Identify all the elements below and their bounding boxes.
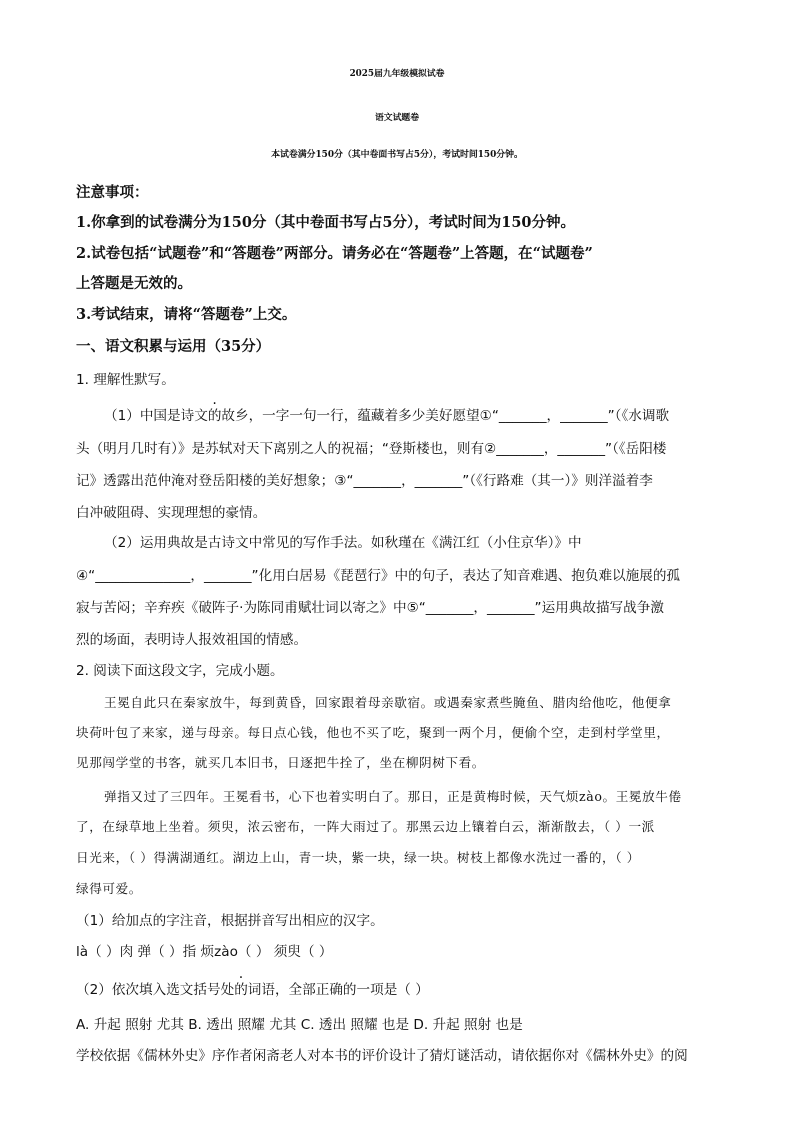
- passage-line: 绿得可爱。: [76, 881, 142, 896]
- score-note: 本试卷满分150分（其中卷面书写占5分），考试时间150分钟。: [271, 150, 523, 160]
- q1p2-line-2: ④“______________，_______”化用白居易《琵琶行》中的句子，表达了知音难遇、抱负难以施展的孤: [76, 568, 681, 584]
- question-2-part-2: [76, 978, 429, 998]
- passage-line: 了，在绿草地上坐着。须臾，浓云密布，一阵大雨过了。那黑云边上镶着白云，渐渐散去，（ ）一派: [76, 819, 655, 834]
- q1p1-line-2: 头（明月几时有）》是苏轼对天下离别之人的祝福；“登斯楼也，则有②_______，_______”（《岳阳楼: [76, 441, 667, 457]
- passage-line: 见那闯学堂的书客，就买几本旧书，日逐把牛拴了，坐在柳阴树下看。: [76, 755, 486, 770]
- note-item-2-cont: 上答题是无效的。: [76, 275, 192, 292]
- question-3-line-1: 学校依据《儒林外史》序作者闲斋老人对本书的评价设计了猜灯谜活动，请依据你对《儒林外史》的阅: [76, 1048, 688, 1064]
- q1p1-line-4: 白冲破阻碍、实现理想的豪情。: [76, 505, 267, 521]
- passage-line: 块荷叶包了来家，递与母亲。每日点心钱，他也不买了吃，聚到一两个月，便偷个空，走到村学堂里，: [76, 725, 670, 740]
- question-1-part-2: （2）运用典故是古诗文中常见的写作手法。如秋瑾在《满江红（小住京华）》中: [104, 535, 582, 551]
- q1p2-line-4: 烈的场面，表明诗人报效祖国的情感。: [76, 632, 308, 648]
- emphasis-dot-char: 的: [234, 982, 248, 998]
- note-item-1: 1.你拿到的试卷满分为150分（其中卷面书写占5分），考试时间为150分钟。: [76, 214, 576, 231]
- q2p2-text-a: （2）依次填入选文括号处: [76, 982, 235, 998]
- passage-line: 日光来，（ ）得满湖通红。湖边上山，青一块，紫一块，绿一块。树枝上都像水洗过一番的，（ ）: [76, 850, 640, 865]
- question-1-title: 1. 理解性默写。: [76, 372, 175, 388]
- emphasis-dot-char: 的: [207, 408, 222, 424]
- passage-line: 王冕自此只在秦家放牛，每到黄昏，回家跟着母亲歇宿。或遇秦家煮些腌鱼、腊肉给他吃，他便拿: [104, 695, 672, 710]
- section-heading: 一、语文积累与运用（35分）: [76, 338, 271, 355]
- answer-options: A. 升起 照射 尤其 B. 透出 照耀 尤其 C. 透出 照耀 也是 D. 升起 照射 也是: [76, 1017, 523, 1033]
- q1p1-text-a: （1）中国是诗文: [104, 408, 208, 424]
- q1p2-line-3: 寂与苦闷；辛弃疾《破阵子·为陈同甫赋壮词以寄之》中⑤“_______，_______”运用典故描写战争激: [76, 600, 664, 616]
- question-1-part-1: [104, 404, 669, 424]
- exam-title: 2025届九年级模拟试卷: [349, 69, 445, 79]
- question-2-part-1: （1）给加点的字注音，根据拼音写出相应的汉字。: [76, 913, 384, 929]
- note-item-2: 2.试卷包括“试题卷”和“答题卷”两部分。请务必在“答题卷”上答题，在“试题卷”: [76, 245, 593, 262]
- q1p1-text-b: 故乡，一字一句一行，蕴藏着多少美好愿望①“_______，_______”（《水调歌: [221, 408, 670, 424]
- question-2-part-1-items: là（ ）肉 弹（ ）指 烦zào（ ） 须臾（ ）: [76, 944, 333, 960]
- notes-heading: 注意事项：: [76, 184, 149, 201]
- question-2-title: 2. 阅读下面这段文字，完成小题。: [76, 663, 284, 679]
- note-item-3: 3.考试结束，请将“答题卷”上交。: [76, 306, 297, 323]
- exam-subtitle: 语文试题卷: [375, 113, 419, 123]
- passage-line: 弹指又过了三四年。王冕看书，心下也着实明白了。那日，正是黄梅时候，天气烦zào。王冕放牛倦: [104, 789, 682, 804]
- q1p1-line-3: 记》透露出范仲淹对登岳阳楼的美好想象；③“_______，_______”（《行路难（其一）》则洋溢着李: [76, 473, 653, 489]
- q2p2-text-b: 词语，全部正确的一项是（ ）: [247, 982, 429, 998]
